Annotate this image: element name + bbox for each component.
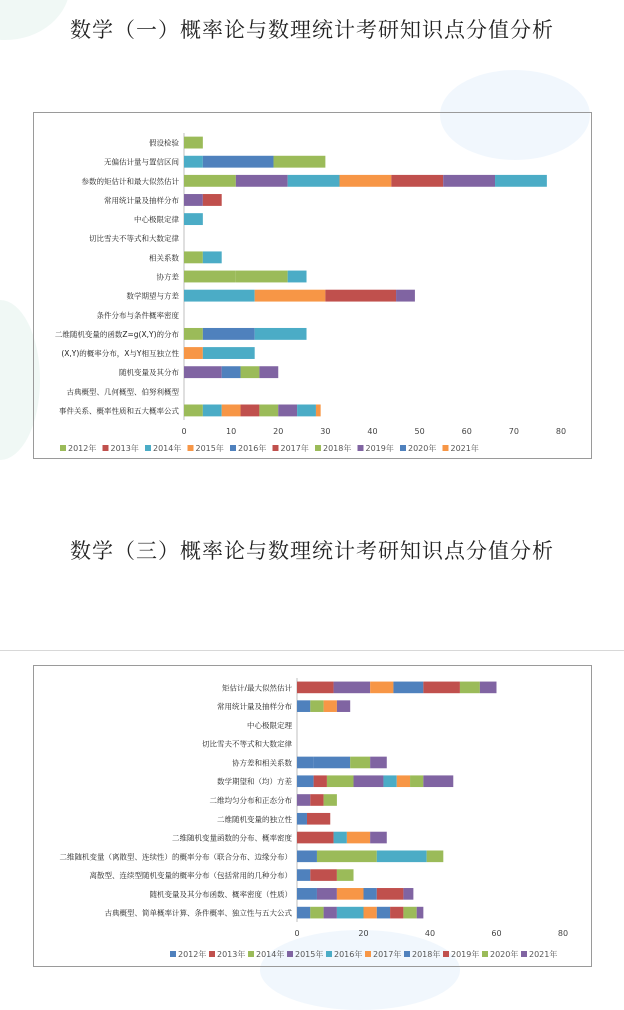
chart1-category-label: 切比雪夫不等式和大数定律	[89, 234, 179, 244]
chart2-bar-segment	[423, 682, 460, 694]
chart2-bar-segment	[310, 869, 337, 881]
chart1-category-label: 事件关系、概率性质和五大概率公式	[59, 406, 179, 416]
chart2-bar-segment	[410, 775, 423, 787]
chart1-x-tick-label: 80	[555, 427, 567, 436]
chart2-bar-segment	[337, 888, 364, 900]
chart2-category-label: 离散型、连续型随机变量的概率分布（包括常用的几种分布）	[89, 871, 292, 881]
chart2-x-tick-label: 80	[557, 929, 569, 938]
chart2-bar-segment	[310, 794, 323, 806]
chart2-bar-segment	[314, 757, 351, 769]
chart2-legend-label: 2017年	[373, 950, 402, 959]
chart2-category-label: 二维均匀分布和正态分布	[209, 796, 292, 805]
chart2-bar-segment	[297, 850, 317, 862]
chart2-bar-segment	[334, 832, 347, 844]
chart2-category-label: 随机变量及其分布函数、概率密度（性质）	[149, 889, 292, 899]
chart1-legend-label: 2019年	[365, 444, 394, 453]
chart2-bar-segment	[377, 888, 404, 900]
chart2-bar-segment	[390, 907, 403, 919]
chart1-category-label: 条件分布与条件概率密度	[96, 310, 179, 320]
chart1-legend-label: 2014年	[153, 444, 182, 453]
chart2-bar-segment	[377, 850, 427, 862]
chart1-x-tick-label: 10	[226, 427, 237, 436]
chart2-bar-segment	[377, 907, 390, 919]
chart2-bar-segment	[297, 907, 310, 919]
page-title-chart2: 数学（三）概率论与数理统计考研知识点分值分析	[70, 539, 554, 563]
chart1-legend-label: 2015年	[195, 444, 224, 453]
chart2-x-tick-label: 60	[491, 929, 502, 938]
chart1-x-tick-label: 70	[508, 427, 519, 436]
chart2-legend-swatch	[443, 951, 449, 957]
chart1-x-tick-label: 40	[367, 427, 378, 436]
chart1-category-label: 协方差	[156, 272, 179, 282]
chart2-bar-segment	[297, 869, 310, 881]
chart2-bar-segment	[370, 832, 387, 844]
chart2-bar-segment	[383, 775, 396, 787]
chart2-x-tick-label: 0	[294, 929, 300, 938]
chart2-category-label: 协方差和相关系数	[232, 758, 292, 768]
chart2-bar-segment	[310, 700, 323, 712]
chart1-x-tick-label: 20	[273, 427, 284, 436]
chart2-legend-swatch	[170, 951, 176, 957]
chart1-category-label: 相关系数	[149, 253, 179, 263]
chart2-bar-segment	[460, 682, 480, 694]
chart2-bar-segment	[310, 907, 323, 919]
chart1-category-label: 二维随机变量的函数Z=g(X,Y)的分布	[54, 329, 179, 339]
chart2-legend-label: 2018年	[412, 950, 441, 959]
chart2-category-label: 二维随机变量的独立性	[217, 814, 292, 824]
chart2-bar-segment	[417, 907, 424, 919]
chart1-legend-label: 2013年	[110, 444, 139, 453]
chart2-legend-swatch	[404, 951, 410, 957]
chart2-bar-segment	[397, 775, 410, 787]
chart1-category-label: 中心极限定律	[134, 215, 179, 225]
chart2-legend-swatch	[521, 951, 527, 957]
chart2-category-label: 二维随机变量函数的分布、概率密度	[172, 833, 292, 843]
chart1-legend-label: 2020年	[408, 444, 437, 453]
chart2-bar-segment	[297, 700, 310, 712]
chart2-legend-swatch	[287, 951, 293, 957]
chart2-x-tick-label: 40	[424, 929, 436, 938]
chart2-bar-segment	[347, 832, 370, 844]
chart2-bar-segment	[423, 775, 453, 787]
chart2-category-label: 数学期望和（均）方差	[217, 777, 292, 787]
chart2-legend-swatch	[209, 951, 215, 957]
chart2-legend-swatch	[248, 951, 254, 957]
chart2-category-label: 中心极限定理	[247, 720, 292, 730]
chart2-legend-swatch	[482, 951, 488, 957]
chart2-bar-segment	[393, 682, 423, 694]
chart1-category-label: 数学期望与方差	[126, 291, 179, 301]
chart2-bar-segment	[354, 775, 384, 787]
chart2-legend-label: 2013年	[217, 950, 246, 959]
chart1-category-label: (X,Y)的概率分布，X与Y相互独立性	[61, 349, 179, 359]
chart2-bar-segment	[324, 907, 337, 919]
chart2-bar-segment	[350, 757, 370, 769]
chart2-bar-segment	[480, 682, 497, 694]
chart2-category-label: 切比雪夫不等式和大数定律	[202, 739, 292, 749]
chart2-bar-segment	[317, 850, 377, 862]
chart2-bar-segment	[297, 757, 314, 769]
chart2-category-label: 古典概型、简单概率计算、条件概率、独立性与五大公式	[104, 908, 292, 918]
chart1-category-label: 古典概型、几何概型、伯努利概型	[66, 387, 179, 397]
chart2-bar-segment	[403, 907, 416, 919]
chart2-category-label: 常用统计量及抽样分布	[217, 702, 292, 712]
chart1-category-label: 常用统计量及抽样分布	[104, 195, 179, 205]
chart1-category-label: 假设检验	[149, 138, 179, 148]
chart2-category-label: 矩估计/最大似然估计	[221, 683, 292, 693]
chart2-legend-label: 2020年	[490, 950, 519, 959]
chart2-bar-segment	[364, 888, 377, 900]
chart2-bar-segment	[403, 888, 413, 900]
chart1-x-tick-label: 60	[461, 427, 472, 436]
chart2-bar-segment	[364, 907, 377, 919]
chart1-x-tick-label: 50	[414, 427, 425, 436]
chart2-legend-swatch	[326, 951, 332, 957]
page-title-chart1: 数学（一）概率论与数理统计考研知识点分值分析	[70, 18, 554, 42]
chart2-bar-segment	[297, 888, 317, 900]
chart1-legend-label: 2017年	[280, 444, 309, 453]
chart1-category-label: 参数的矩估计和最大似然估计	[81, 176, 179, 186]
chart2-category-label: 二维随机变量（离散型、连续性）的概率分布（联合分布、边缘分布）	[59, 852, 292, 862]
chart1-legend-label: 2012年	[68, 444, 97, 453]
chart2-legend-label: 2021年	[529, 950, 558, 959]
chart2-bar-segment	[337, 700, 350, 712]
chart1-category-label: 随机变量及其分布	[119, 368, 179, 378]
chart2-x-tick-label: 20	[358, 929, 369, 938]
chart1-x-tick-label: 30	[320, 427, 331, 436]
chart2-bar-segment	[297, 794, 310, 806]
chart2-bar-segment	[337, 869, 354, 881]
chart2-bar-segment	[297, 682, 334, 694]
chart2-bar-segment	[324, 794, 337, 806]
chart2-bar-segment	[307, 813, 330, 825]
chart2-bar-segment	[370, 757, 387, 769]
chart2-bar-segment	[324, 700, 337, 712]
chart2-legend-label: 2016年	[334, 950, 363, 959]
chart2-bar-segment	[370, 682, 393, 694]
chart1-legend-label: 2016年	[238, 444, 267, 453]
chart1-x-tick-label: 0	[181, 427, 187, 436]
chart2-legend-label: 2015年	[295, 950, 324, 959]
chart2-bar-segment	[327, 775, 354, 787]
chart2-bar-segment	[317, 888, 337, 900]
chart2-legend-label: 2014年	[256, 950, 285, 959]
chart2-bar-segment	[427, 850, 444, 862]
chart2-bar-segment	[314, 775, 327, 787]
chart2-bar-segment	[337, 907, 364, 919]
chart2-bar-segment	[297, 813, 307, 825]
chart1-legend-label: 2021年	[450, 444, 479, 453]
chart2-bar-segment	[334, 682, 371, 694]
chart2-legend-label: 2019年	[451, 950, 480, 959]
chart2-bar-segment	[297, 832, 334, 844]
chart2-legend-label: 2012年	[178, 950, 207, 959]
chart1-legend-label: 2018年	[323, 444, 352, 453]
chart2-legend-swatch	[365, 951, 371, 957]
chart2-bar-segment	[297, 775, 314, 787]
chart1-category-label: 无偏估计量与置信区间	[104, 157, 179, 167]
